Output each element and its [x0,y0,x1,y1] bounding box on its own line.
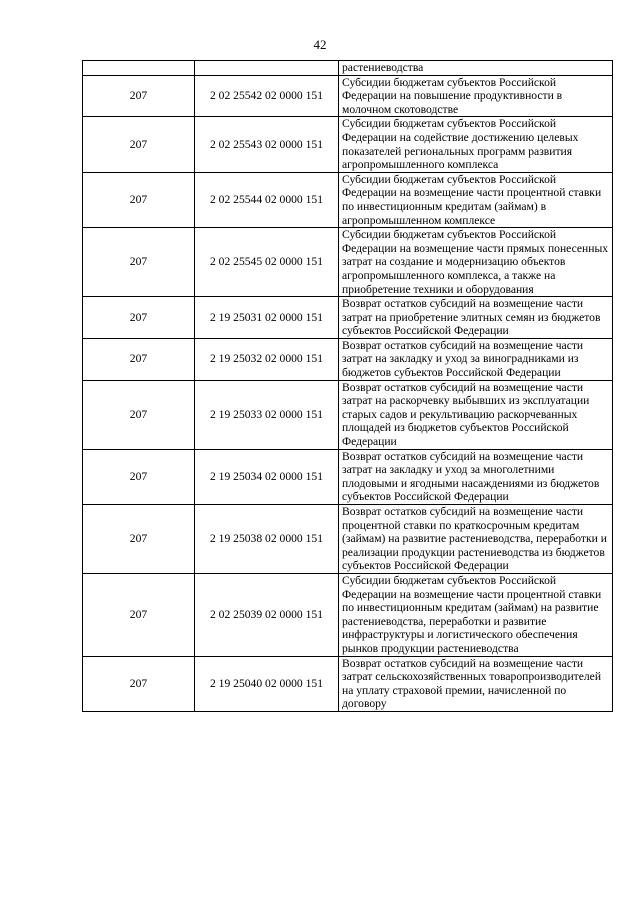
admin-code-cell: 207 [83,656,195,711]
table-row [83,505,613,574]
description-cell: Возврат остатков субсидий на возмещение части затрат сельскохозяйственных товаропроизводителей на уплату страховой премии, начисленной по договору [339,656,613,711]
table-row [83,380,613,449]
table-row [83,228,613,297]
admin-code-cell: 207 [83,117,195,172]
budget-code-cell: 2 19 25032 02 0000 151 [195,338,339,380]
admin-code-cell [83,61,195,76]
budget-code-cell: 2 02 25544 02 0000 151 [195,172,339,227]
admin-code-cell: 207 [83,75,195,117]
budget-code-cell [195,61,339,76]
table-row [83,117,613,172]
description-cell: Возврат остатков субсидий на возмещение части затрат на закладку и уход за многолетними плодовыми и ягодными насаждениями из бюджетов субъектов Российской Федерации [339,449,613,504]
description-cell: Субсидии бюджетам субъектов Российской Федерации на содействие достижению целевых показателей региональных программ развития агропромышленного комплекса [339,117,613,172]
table-row [83,172,613,227]
admin-code-cell: 207 [83,172,195,227]
budget-classification-table [82,60,613,712]
budget-code-cell: 2 19 25031 02 0000 151 [195,297,339,339]
admin-code-cell: 207 [83,449,195,504]
budget-code-cell: 2 02 25039 02 0000 151 [195,573,339,656]
description-cell: Субсидии бюджетам субъектов Российской Федерации на повышение продуктивности в молочном скотоводстве [339,75,613,117]
admin-code-cell: 207 [83,380,195,449]
budget-code-cell: 2 19 25033 02 0000 151 [195,380,339,449]
table-row [83,75,613,117]
page-number: 42 [313,37,327,52]
admin-code-cell: 207 [83,573,195,656]
table-row [83,656,613,711]
description-cell: Субсидии бюджетам субъектов Российской Федерации на возмещение части процентной ставки по инвестиционным кредитам (займам) на развитие растениеводства, переработки и развитие инфраструктуры и логистического обеспечения рынков продукции растениеводства [339,573,613,656]
description-cell: Возврат остатков субсидий на возмещение части процентной ставки по краткосрочным кредитам (займам) на развитие растениеводства, переработки и реализации продукции растениеводства из бюджетов субъектов Российской Федерации [339,505,613,574]
table-row [83,297,613,339]
table-row [83,338,613,380]
table-row [83,61,613,76]
table-row [83,573,613,656]
description-cell: Возврат остатков субсидий на возмещение части затрат на закладку и уход за виноградниками из бюджетов субъектов Российской Федерации [339,338,613,380]
description-cell: Субсидии бюджетам субъектов Российской Федерации на возмещение части процентной ставки по инвестиционным кредитам (займам) в агропромышленном комплексе [339,172,613,227]
budget-code-cell: 2 19 25040 02 0000 151 [195,656,339,711]
description-cell: Возврат остатков субсидий на возмещение части затрат на раскорчевку выбывших из эксплуатации старых садов и рекультивацию раскорчеванных площадей из бюджетов субъектов Российской Федерации [339,380,613,449]
description-cell: Субсидии бюджетам субъектов Российской Федерации на возмещение части прямых понесенных затрат на создание и модернизацию объектов агропромышленного комплекса, а также на приобретение техники и оборудования [339,228,613,297]
admin-code-cell: 207 [83,338,195,380]
budget-code-cell: 2 02 25542 02 0000 151 [195,75,339,117]
description-cell: Возврат остатков субсидий на возмещение части затрат на приобретение элитных семян из бюджетов субъектов Российской Федерации [339,297,613,339]
budget-code-cell: 2 19 25034 02 0000 151 [195,449,339,504]
budget-code-cell: 2 02 25545 02 0000 151 [195,228,339,297]
budget-code-cell: 2 19 25038 02 0000 151 [195,505,339,574]
admin-code-cell: 207 [83,505,195,574]
admin-code-cell: 207 [83,297,195,339]
table-body [83,61,613,712]
admin-code-cell: 207 [83,228,195,297]
description-cell: растениеводства [339,61,613,76]
table-row [83,449,613,504]
budget-code-cell: 2 02 25543 02 0000 151 [195,117,339,172]
